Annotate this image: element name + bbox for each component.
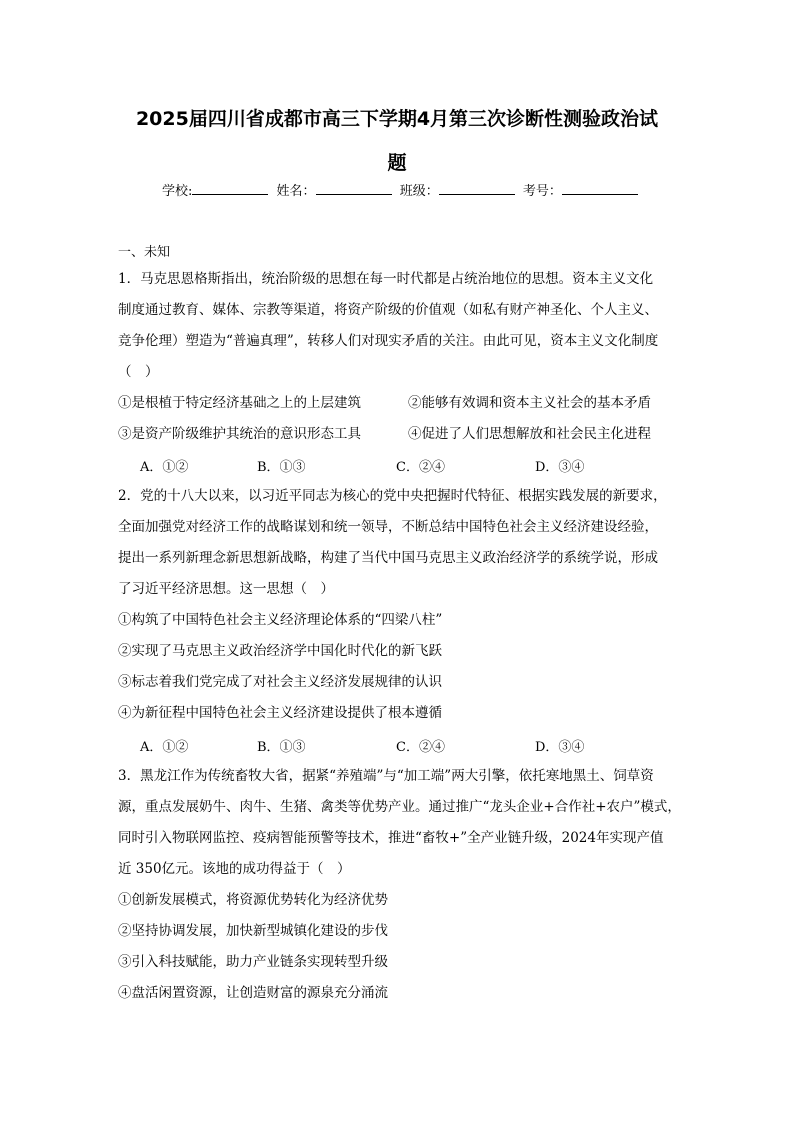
- q1-statement-4: ④促进了人们思想解放和社会民主化进程: [408, 426, 651, 442]
- q3-stem-line1: 3．黑龙江作为传统畜牧大省，据紧“养殖端”与“加工端”两大引擎，依托寒地黑土、饲草资: [118, 768, 654, 784]
- q2-statement-2: ②实现了马克思主义政治经济学中国化时代化的新飞跃: [118, 643, 442, 659]
- q1-statement-2: ②能够有效调和资本主义社会的基本矛盾: [408, 395, 651, 411]
- q2-stem-line1: 2．党的十八大以来，以习近平同志为核心的党中央把握时代特征、根据实践发展的新要求，: [118, 488, 667, 504]
- q2-option-c[interactable]: C．②④: [396, 740, 445, 755]
- class-blank[interactable]: [439, 182, 515, 195]
- section-heading: 一、未知: [118, 245, 171, 260]
- school-label: 学校:: [162, 184, 193, 199]
- q1-stem-line2: 制度通过教育、媒体、宗教等渠道，将资产阶级的价值观（如私有财产神圣化、个人主义、: [118, 302, 658, 318]
- q1-stem-line1: 1．马克思恩格斯指出，统治阶级的思想在每一时代都是占统治地位的思想。资本主义文化: [118, 271, 654, 287]
- q3-statement-2: ②坚持协调发展，加快新型城镇化建设的步伐: [118, 923, 388, 939]
- q2-statement-4: ④为新征程中国特色社会主义经济建设提供了根本遵循: [118, 705, 442, 721]
- q1-statement-3: ③是资产阶级维护其统治的意识形态工具: [118, 426, 361, 442]
- q3-stem-line2: 源，重点发展奶牛、肉牛、生猪、禽类等优势产业。通过推广“龙头企业+合作社+农户”模式，: [118, 799, 681, 815]
- exam-number-blank[interactable]: [562, 182, 638, 195]
- q2-stem-line3: 提出一系列新理念新思想新战略，构建了当代中国马克思主义政治经济学的系统学说，形成: [118, 550, 658, 566]
- exam-title-line2: 题: [387, 152, 407, 174]
- name-label: 姓名：: [276, 184, 316, 199]
- q1-option-d[interactable]: D．③④: [535, 460, 585, 475]
- name-blank[interactable]: [316, 182, 392, 195]
- q3-statement-4: ④盘活闲置资源，让创造财富的源泉充分涌流: [118, 985, 388, 1001]
- q1-stem-line3: 竞争伦理）塑造为“普遍真理”，转移人们对现实矛盾的关注。由此可见，资本主义文化制度: [118, 333, 659, 349]
- q1-stem-line4: （ ）: [118, 364, 159, 380]
- q2-statement-3: ③标志着我们党完成了对社会主义经济发展规律的认识: [118, 674, 442, 690]
- q2-option-d[interactable]: D．③④: [535, 740, 585, 755]
- q2-option-b[interactable]: B．①③: [257, 740, 306, 755]
- q2-option-a[interactable]: A．①②: [140, 740, 189, 755]
- q3-statement-1: ①创新发展模式，将资源优势转化为经济优势: [118, 892, 388, 908]
- q3-statement-3: ③引入科技赋能，助力产业链条实现转型升级: [118, 954, 388, 970]
- q3-stem-line4: 近 350亿元。该地的成功得益于（ ）: [118, 861, 351, 877]
- q1-option-b[interactable]: B．①③: [257, 460, 306, 475]
- q2-stem-line2: 全面加强党对经济工作的战略谋划和统一领导，不断总结中国特色社会主义经济建设经验，: [118, 519, 658, 535]
- student-info-row: [162, 180, 642, 199]
- school-blank[interactable]: [192, 182, 268, 195]
- q2-stem-line4: 了习近平经济思想。这一思想（ ）: [118, 581, 334, 597]
- q2-statement-1: ①构筑了中国特色社会主义经济理论体系的“四梁八柱”: [118, 612, 443, 628]
- exam-title-line1: 2025届四川省成都市高三下学期4月第三次诊断性测验政治试: [135, 108, 659, 130]
- q1-statement-1: ①是根植于特定经济基础之上的上层建筑: [118, 395, 361, 411]
- class-label: 班级：: [399, 184, 439, 199]
- q1-option-c[interactable]: C．②④: [396, 460, 445, 475]
- q1-option-a[interactable]: A．①②: [140, 460, 189, 475]
- exam-number-label: 考号：: [522, 184, 562, 199]
- q3-stem-line3: 同时引入物联网监控、疫病智能预警等技术，推进“畜牧+”全产业链升级，2024年实现产值: [118, 830, 664, 846]
